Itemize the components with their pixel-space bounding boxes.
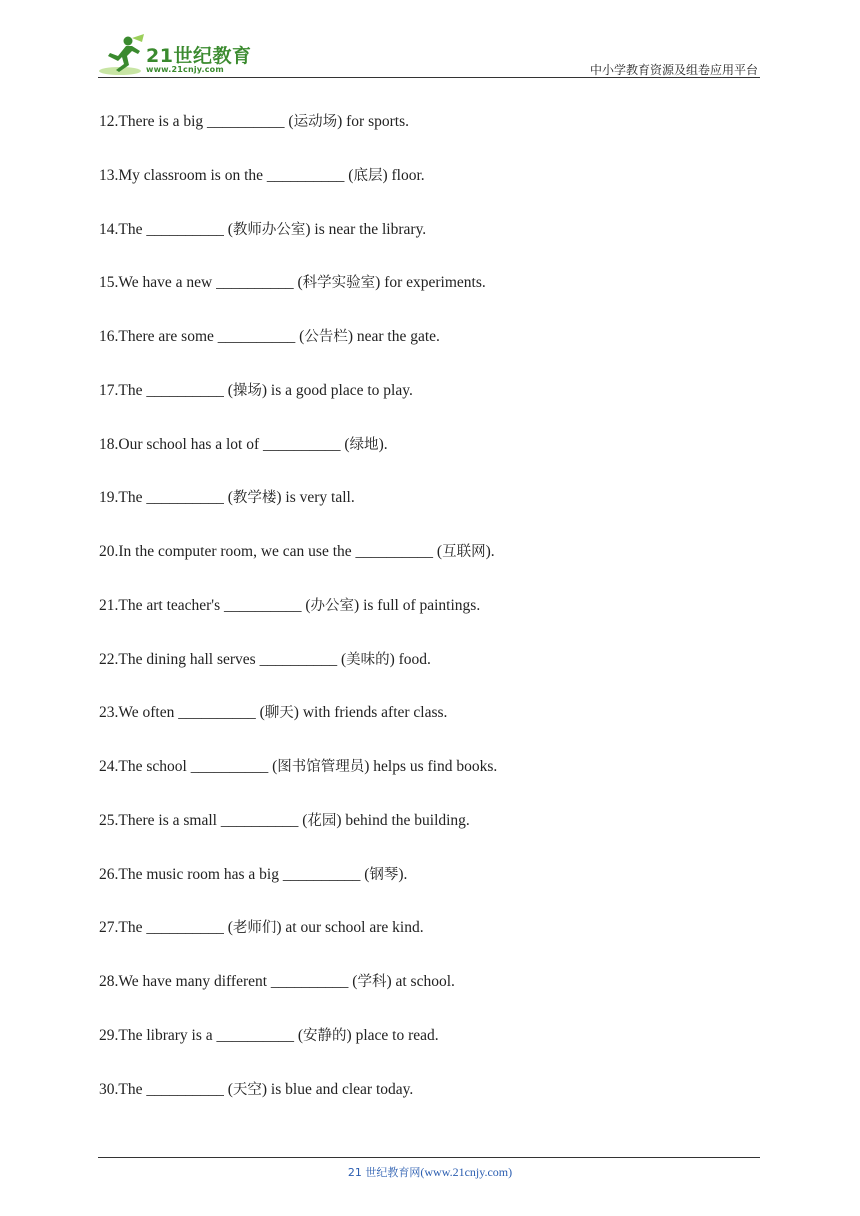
question-hint: 公告栏 — [304, 329, 348, 345]
question-text-end: ) at school. — [386, 973, 455, 990]
question-text: 30.The __________ ( — [99, 1080, 233, 1098]
question-hint: 花园 — [307, 812, 337, 829]
question-text-end: ) with friends after class. — [293, 704, 448, 722]
question-hint: 图书馆管理员 — [277, 759, 365, 775]
question-text: 21.The art teacher's __________ ( — [99, 596, 311, 614]
header-platform-text: 中小学教育资源及组卷应用平台 — [589, 63, 758, 77]
question-hint: 操场 — [232, 382, 262, 399]
question-item — [99, 756, 759, 810]
question-text: 28.We have many different __________ ( — [99, 973, 358, 990]
question-hint: 教师办公室 — [232, 221, 306, 238]
question-item — [99, 702, 759, 756]
footer-divider — [98, 1157, 760, 1158]
question-text: 29.The library is a __________ ( — [99, 1026, 304, 1044]
question-item — [99, 864, 759, 918]
question-item — [99, 272, 759, 326]
question-text-end: ) is full of paintings. — [354, 596, 481, 614]
question-hint: 美味的 — [346, 651, 390, 668]
question-item — [99, 649, 759, 703]
question-text-end: ). — [378, 435, 388, 453]
question-hint: 老师们 — [232, 920, 277, 937]
question-list — [99, 111, 759, 1132]
question-text: 27.The __________ ( — [99, 919, 233, 937]
question-text-end: ) is very tall. — [276, 489, 355, 507]
question-hint: 绿地 — [349, 436, 379, 453]
question-hint: 聊天 — [264, 705, 294, 722]
question-text: 12.There is a big __________ ( — [99, 113, 294, 130]
question-hint: 底层 — [353, 167, 383, 184]
question-text-end: ) for experiments. — [375, 274, 486, 292]
question-text-end: ) is a good place to play. — [261, 381, 413, 399]
header-divider — [98, 77, 760, 78]
question-text-end: ) for sports. — [337, 113, 409, 130]
question-item — [99, 326, 759, 380]
question-item — [99, 487, 759, 541]
question-text-end: ) floor. — [382, 166, 425, 184]
question-hint: 运动场 — [293, 114, 338, 130]
question-text: 16.There are some __________ ( — [99, 328, 305, 345]
question-text-end: ) helps us find books. — [364, 758, 498, 775]
question-item — [99, 810, 759, 864]
logo — [98, 34, 268, 78]
question-text-end: ). — [485, 543, 495, 560]
question-text-end: ) behind the building. — [336, 811, 470, 829]
question-item — [99, 165, 759, 219]
question-item — [99, 971, 759, 1025]
question-text: 14.The __________ ( — [99, 220, 233, 238]
question-text-end: ) place to read. — [346, 1026, 439, 1044]
logo-title: 21世纪教育 — [146, 45, 252, 67]
question-text: 22.The dining hall serves __________ ( — [99, 650, 347, 668]
runner-logo-icon — [98, 34, 146, 78]
question-text-end: ) is blue and clear today. — [261, 1080, 414, 1098]
question-hint: 学科 — [357, 974, 387, 990]
question-item — [99, 1025, 759, 1079]
question-text-end: ). — [398, 865, 408, 883]
question-text: 19.The __________ ( — [99, 489, 233, 507]
question-text-end: ) near the gate. — [347, 328, 440, 345]
question-item — [99, 219, 759, 273]
question-text: 15.We have a new __________ ( — [99, 274, 303, 292]
question-item — [99, 434, 759, 488]
question-hint: 办公室 — [310, 597, 355, 614]
question-text-end: ) is near the library. — [305, 220, 427, 238]
question-item — [99, 917, 759, 971]
question-text: 23.We often __________ ( — [99, 704, 265, 722]
footer-site-name: 21 世纪教育网 — [347, 1166, 421, 1179]
question-text: 26.The music room has a big __________ ( — [99, 865, 370, 883]
page-footer — [0, 1164, 860, 1180]
question-hint: 钢琴 — [369, 866, 399, 883]
question-text: 20.In the computer room, we can use the __________ ( — [99, 543, 443, 560]
question-text-end: ) at our school are kind. — [276, 919, 424, 937]
question-item — [99, 595, 759, 649]
logo-url: www.21cnjy.com — [146, 65, 224, 74]
question-hint: 天空 — [232, 1081, 262, 1098]
question-text: 17.The __________ ( — [99, 381, 233, 399]
question-hint: 安静的 — [303, 1027, 347, 1044]
question-item — [99, 541, 759, 595]
question-text-end: ) food. — [389, 650, 431, 668]
question-text: 13.My classroom is on the __________ ( — [99, 166, 354, 184]
question-item — [99, 1079, 759, 1133]
question-hint: 互联网 — [442, 544, 486, 560]
question-hint: 教学楼 — [232, 490, 277, 507]
footer-site-url: (www.21cnjy.com) — [420, 1165, 513, 1179]
question-text: 25.There is a small __________ ( — [99, 811, 308, 829]
question-text: 24.The school __________ ( — [99, 758, 278, 775]
question-hint: 科学实验室 — [302, 275, 376, 292]
question-item — [99, 111, 759, 165]
question-item — [99, 380, 759, 434]
question-text: 18.Our school has a lot of __________ ( — [99, 435, 350, 453]
page-header — [98, 34, 760, 78]
